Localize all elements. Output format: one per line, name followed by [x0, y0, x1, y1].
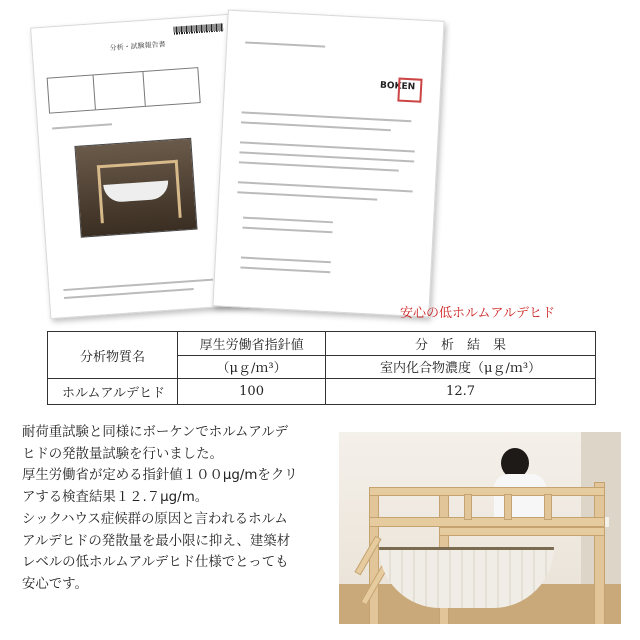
boken-logo: BOKEN — [379, 80, 416, 93]
text-line — [245, 41, 325, 47]
text-line — [243, 217, 333, 224]
text-line — [237, 191, 377, 200]
text-line — [241, 257, 331, 264]
report-mini-table — [47, 67, 201, 114]
table-row — [48, 379, 596, 405]
barcode — [173, 23, 223, 34]
bunk-bed-photo — [339, 432, 621, 624]
analysis-result-table — [47, 331, 596, 405]
report-title: 分析・試験報告書 — [109, 40, 166, 53]
header-guideline: 厚生労働省指針値 — [178, 332, 326, 356]
text-line — [239, 151, 414, 162]
text-line — [239, 161, 399, 171]
header-guideline-unit: （μｇ/ｍ³） — [178, 355, 326, 379]
header-analysis-result: 分 析 結 果 — [326, 332, 596, 356]
text-line — [241, 121, 391, 131]
cell-result: 12.7 — [326, 379, 596, 405]
header-substance: 分析物質名 — [48, 332, 178, 379]
header-indoor-concentration: 室内化合物濃度（μｇ/ｍ³） — [326, 355, 596, 379]
seal-stamp — [397, 78, 422, 103]
cell-guideline: 100 — [178, 379, 326, 405]
text-line — [242, 111, 412, 122]
report-document-2 — [212, 10, 444, 318]
cell-substance: ホルムアルデヒド — [48, 379, 178, 405]
caption-low-formaldehyde: 安心の低ホルムアルデヒド — [400, 306, 555, 321]
text-line — [52, 123, 112, 129]
description-text: 耐荷重試験と同様にボーケンでホルムアルデ ヒドの発散量試験を行いました。 厚生労働省が定める指針値１００μg/mをクリ アする検査結果１２.７μg/m。 シックハウス症候群の原因と言われるホルム アルデヒドの発散量を最小限に抑え、建築材 レベルの低ホルムアルデヒド仕様でとっても 安心です。 — [22, 425, 298, 592]
test-photo — [74, 138, 197, 238]
text-line — [240, 141, 415, 152]
text-line — [238, 181, 413, 192]
text-line — [240, 267, 330, 274]
text-line — [242, 227, 332, 234]
